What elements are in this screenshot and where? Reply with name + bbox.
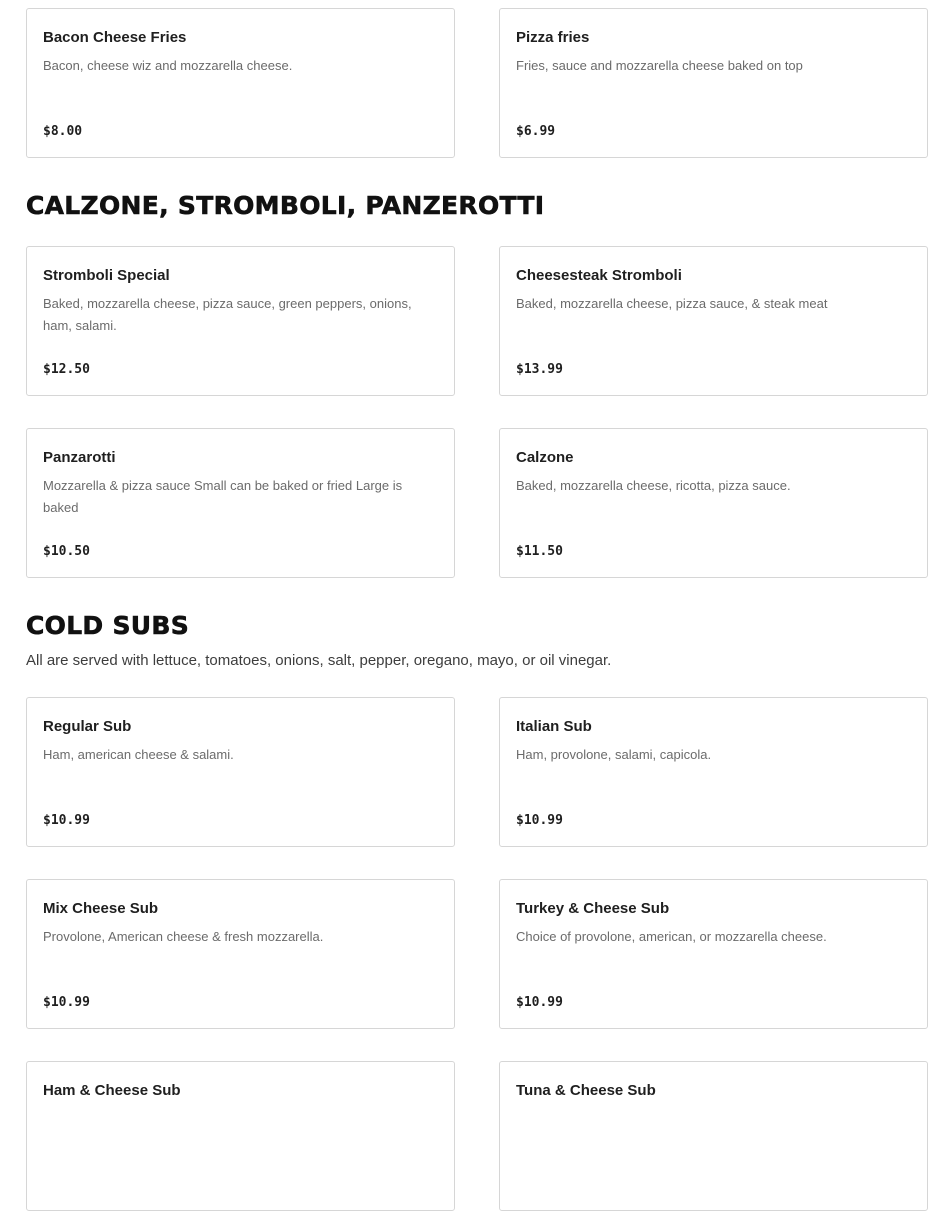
item-description: Bacon, cheese wiz and mozzarella cheese. — [43, 58, 293, 73]
section-title: COLD SUBS — [26, 611, 190, 640]
menu-items-grid — [26, 246, 928, 578]
item-name: Calzone — [516, 449, 574, 466]
item-price: $6.99 — [516, 124, 556, 139]
item-description: Baked, mozzarella cheese, pizza sauce, & steak meat — [516, 296, 828, 311]
menu-item-card[interactable] — [499, 8, 928, 158]
menu-item-card[interactable] — [499, 246, 928, 396]
item-name: Turkey & Cheese Sub — [516, 900, 670, 917]
item-price: $10.99 — [516, 995, 563, 1010]
menu-item-card[interactable] — [26, 428, 455, 578]
menu-item-card[interactable] — [26, 246, 455, 396]
menu-item-card[interactable] — [499, 697, 928, 847]
item-price: $10.50 — [43, 544, 90, 559]
menu-item-card[interactable] — [499, 879, 928, 1029]
item-price: $10.99 — [43, 995, 90, 1010]
item-name: Mix Cheese Sub — [43, 900, 159, 917]
item-description: Baked, mozzarella cheese, ricotta, pizza sauce. — [516, 478, 791, 493]
item-price: $8.00 — [43, 124, 83, 139]
item-name: Pizza fries — [516, 29, 590, 46]
item-description: Choice of provolone, american, or mozzarella cheese. — [516, 929, 827, 944]
item-description: Baked, mozzarella cheese, pizza sauce, green peppers, onions, ham, salami. — [43, 296, 412, 333]
item-description: Ham, american cheese & salami. — [43, 747, 234, 762]
item-price: $12.50 — [43, 362, 90, 377]
item-description: Provolone, American cheese & fresh mozzarella. — [43, 929, 324, 944]
item-price: $10.99 — [43, 813, 90, 828]
item-name: Cheesesteak Stromboli — [516, 267, 682, 284]
menu-item-card[interactable] — [499, 428, 928, 578]
item-description: Fries, sauce and mozzarella cheese baked on top — [516, 58, 803, 73]
section-description: All are served with lettuce, tomatoes, onions, salt, pepper, oregano, mayo, or oil vinegar. — [26, 652, 612, 669]
item-price: $13.99 — [516, 362, 563, 377]
item-name: Italian Sub — [516, 718, 592, 735]
menu-item-card[interactable] — [26, 1061, 455, 1211]
section-title: CALZONE, STROMBOLI, PANZEROTTI — [26, 191, 545, 220]
item-name: Panzarotti — [43, 449, 116, 466]
menu-item-card[interactable] — [26, 697, 455, 847]
item-name: Ham & Cheese Sub — [43, 1082, 181, 1099]
menu-items-grid — [26, 8, 928, 158]
menu-item-card[interactable] — [499, 1061, 928, 1211]
item-price: $11.50 — [516, 544, 563, 559]
item-price: $10.99 — [516, 813, 563, 828]
menu-items-grid — [26, 697, 928, 1211]
item-name: Bacon Cheese Fries — [43, 29, 187, 46]
menu-item-card[interactable] — [26, 8, 455, 158]
item-description: Ham, provolone, salami, capicola. — [516, 747, 712, 762]
item-name: Stromboli Special — [43, 267, 170, 284]
menu-page — [26, 8, 928, 1211]
item-name: Regular Sub — [43, 718, 132, 735]
item-description: Mozzarella & pizza sauce Small can be baked or fried Large is baked — [43, 478, 403, 515]
item-name: Tuna & Cheese Sub — [516, 1082, 656, 1099]
menu-item-card[interactable] — [26, 879, 455, 1029]
